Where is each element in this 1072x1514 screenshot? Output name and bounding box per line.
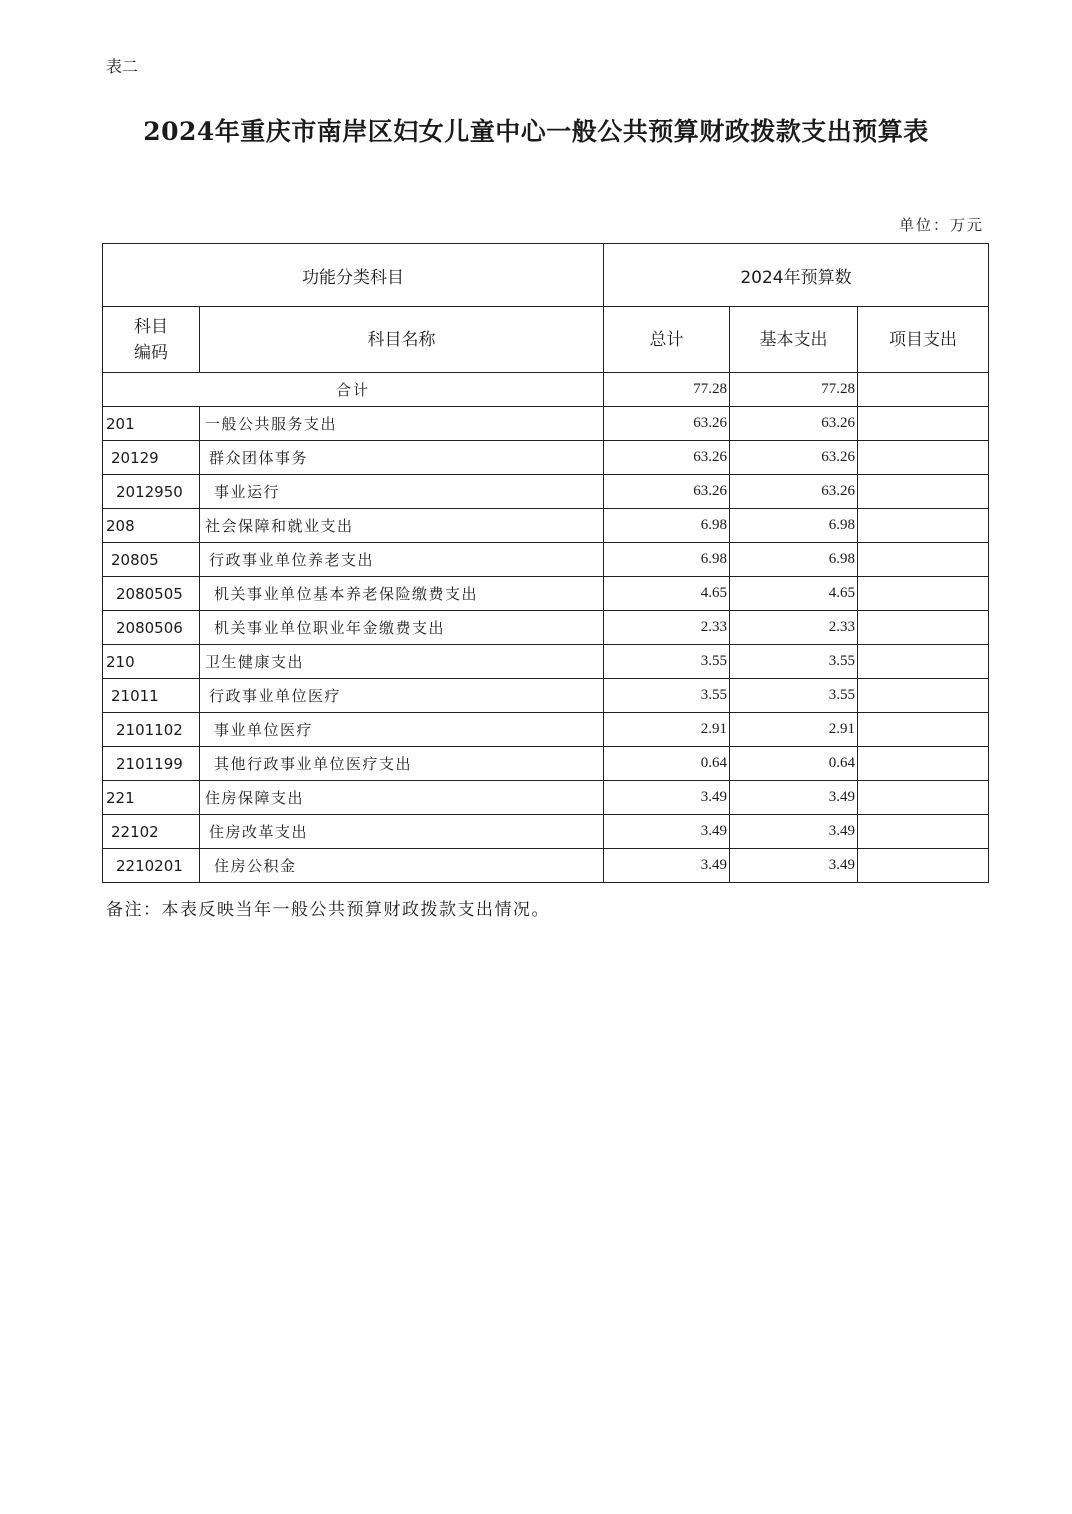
row-basic: 0.64 — [730, 747, 858, 781]
row-basic: 6.98 — [730, 543, 858, 577]
row-total: 63.26 — [604, 475, 730, 509]
row-name: 住房公积金 — [200, 849, 604, 883]
row-total: 63.26 — [604, 441, 730, 475]
row-name: 卫生健康支出 — [200, 645, 604, 679]
page-title: 2024年重庆市南岸区妇女儿童中心一般公共预算财政拨款支出预算表 — [143, 117, 929, 146]
row-basic: 3.55 — [730, 645, 858, 679]
row-name: 群众团体事务 — [200, 441, 604, 475]
table-row — [103, 543, 989, 577]
row-basic: 63.26 — [730, 475, 858, 509]
row-basic: 6.98 — [730, 509, 858, 543]
table-row — [103, 441, 989, 475]
table-row — [103, 509, 989, 543]
header-functional-classification: 功能分类科目 — [103, 244, 604, 307]
row-code: 2080505 — [103, 577, 200, 611]
budget-table — [102, 243, 989, 883]
total-label: 合计 — [103, 373, 604, 407]
header-row-group — [103, 244, 989, 307]
row-total: 3.49 — [604, 815, 730, 849]
row-code: 2101199 — [103, 747, 200, 781]
row-code: 20805 — [103, 543, 200, 577]
row-total: 3.49 — [604, 781, 730, 815]
table-row — [103, 849, 989, 883]
row-total: 3.49 — [604, 849, 730, 883]
row-project — [858, 815, 989, 849]
row-name: 住房保障支出 — [200, 781, 604, 815]
row-code: 2101102 — [103, 713, 200, 747]
row-project — [858, 849, 989, 883]
row-project — [858, 781, 989, 815]
total-basic: 77.28 — [730, 373, 858, 407]
row-code: 221 — [103, 781, 200, 815]
row-code: 20129 — [103, 441, 200, 475]
header-total: 总计 — [604, 307, 730, 373]
row-name: 机关事业单位职业年金缴费支出 — [200, 611, 604, 645]
row-project — [858, 577, 989, 611]
row-project — [858, 509, 989, 543]
row-code: 2012950 — [103, 475, 200, 509]
row-project — [858, 611, 989, 645]
table-row — [103, 407, 989, 441]
table-row — [103, 679, 989, 713]
row-code: 2080506 — [103, 611, 200, 645]
header-row-columns — [103, 307, 989, 373]
row-total: 3.55 — [604, 679, 730, 713]
row-total: 2.91 — [604, 713, 730, 747]
table-row — [103, 645, 989, 679]
table-row — [103, 577, 989, 611]
row-project — [858, 713, 989, 747]
row-total: 0.64 — [604, 747, 730, 781]
row-name: 住房改革支出 — [200, 815, 604, 849]
row-basic: 63.26 — [730, 441, 858, 475]
row-basic: 63.26 — [730, 407, 858, 441]
row-project — [858, 543, 989, 577]
row-basic: 3.49 — [730, 849, 858, 883]
row-basic: 3.49 — [730, 781, 858, 815]
row-basic: 3.55 — [730, 679, 858, 713]
table-row — [103, 475, 989, 509]
row-code: 201 — [103, 407, 200, 441]
row-total: 6.98 — [604, 509, 730, 543]
row-basic: 3.49 — [730, 815, 858, 849]
total-project — [858, 373, 989, 407]
row-total: 4.65 — [604, 577, 730, 611]
row-name: 行政事业单位养老支出 — [200, 543, 604, 577]
row-basic: 2.33 — [730, 611, 858, 645]
unit-label: 单位：万元 — [898, 216, 984, 234]
table-row — [103, 781, 989, 815]
header-basic: 基本支出 — [730, 307, 858, 373]
table-row — [103, 815, 989, 849]
total-row — [103, 373, 989, 407]
row-name: 事业运行 — [200, 475, 604, 509]
row-name: 社会保障和就业支出 — [200, 509, 604, 543]
row-basic: 2.91 — [730, 713, 858, 747]
row-total: 6.98 — [604, 543, 730, 577]
header-code-label: 科目编码 — [134, 316, 168, 363]
row-name: 一般公共服务支出 — [200, 407, 604, 441]
row-total: 3.55 — [604, 645, 730, 679]
row-project — [858, 407, 989, 441]
table-row — [103, 747, 989, 781]
total-sum: 77.28 — [604, 373, 730, 407]
row-name: 其他行政事业单位医疗支出 — [200, 747, 604, 781]
row-basic: 4.65 — [730, 577, 858, 611]
row-project — [858, 679, 989, 713]
row-name: 事业单位医疗 — [200, 713, 604, 747]
row-project — [858, 747, 989, 781]
header-name: 科目名称 — [200, 307, 604, 373]
row-code: 2210201 — [103, 849, 200, 883]
row-name: 行政事业单位医疗 — [200, 679, 604, 713]
row-total: 63.26 — [604, 407, 730, 441]
table-label: 表二 — [106, 57, 139, 76]
row-total: 2.33 — [604, 611, 730, 645]
header-project: 项目支出 — [858, 307, 989, 373]
row-project — [858, 475, 989, 509]
remark-note: 备注：本表反映当年一般公共预算财政拨款支出情况。 — [106, 900, 550, 920]
row-project — [858, 441, 989, 475]
header-code — [103, 307, 200, 373]
row-code: 210 — [103, 645, 200, 679]
row-project — [858, 645, 989, 679]
row-code: 22102 — [103, 815, 200, 849]
row-name: 机关事业单位基本养老保险缴费支出 — [200, 577, 604, 611]
table-row — [103, 611, 989, 645]
row-code: 208 — [103, 509, 200, 543]
header-budget-2024: 2024年预算数 — [604, 244, 989, 307]
table-row — [103, 713, 989, 747]
row-code: 21011 — [103, 679, 200, 713]
